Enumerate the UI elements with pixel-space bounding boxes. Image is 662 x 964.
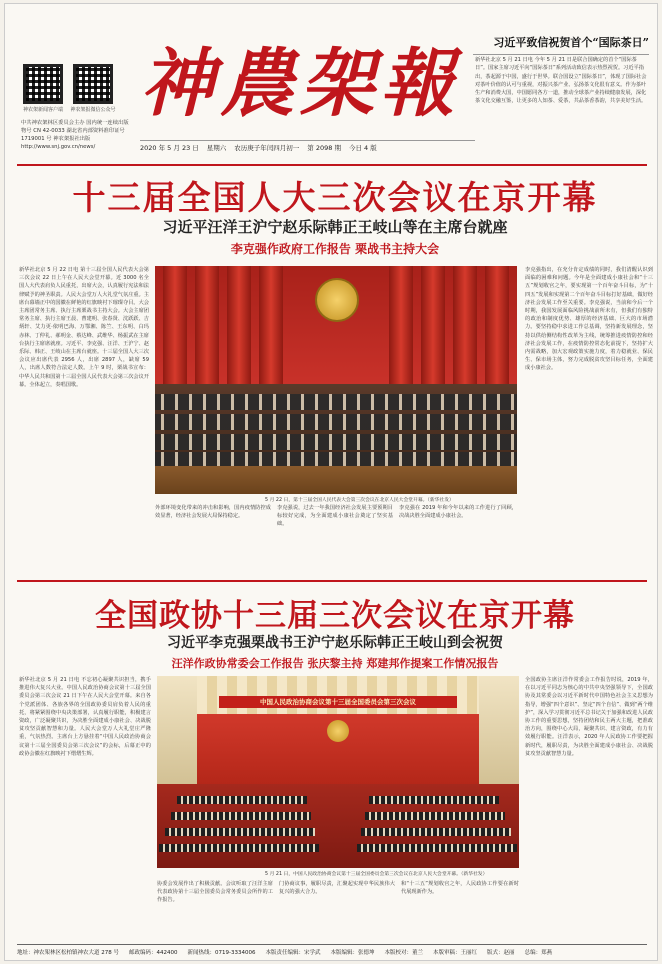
footer-reviewer: 本版审稿：王丽红 <box>433 950 478 956</box>
story1-photo[interactable] <box>155 266 517 494</box>
qr-right-caption: 神农架报微信公众号 <box>70 107 116 113</box>
story1-kicker: 李克强作政府工作报告 栗战书主持大会 <box>230 242 440 256</box>
masthead-divider <box>17 164 647 166</box>
story1-headline[interactable]: 十三届全国人大三次会议在京开幕 <box>72 178 598 217</box>
footer-postcode: 邮政编码：442400 <box>129 950 178 956</box>
story2-column-mid-a: 协委会发展作出了积极贡献。会议听取了汪洋主席代表政协第十三届全国委员会常务委员会所作的工作报告。 <box>157 881 273 904</box>
publisher-info: 中共神农架林区委员会主办 国内统一连续出版物号 CN 42-0033 湖北省内部资料准印证号 1719001 号 神农架报社出版 http://www.snj.gov.cn/news/ <box>21 120 129 150</box>
issue-number: 第 2098 期 <box>307 144 341 152</box>
top-right-body: 新华社北京 5 月 21 日电 今年 5 月 21 日是联合国确定的首个“国际茶日”。国家主席习近平向“国际茶日”系列活动致信表示热烈祝贺。习近平指出，茶起源于中国，盛行于世界。联合国设立“国际茶日”，体现了国际社会对茶叶价值的认可与重视，对振兴茶产业、弘扬茶文化很有意义。作为茶叶生产和消费大国，中国愿同各方一道，推动全球茶产业持续健康发展，深化茶文化交融互鉴，让更多的人知茶、爱茶，共品茶香茶韵，共享美好生活。 <box>475 57 647 105</box>
story1-column-mid-a: 外部环境变化带来的冲击和影响，国内疫情防控成效显著，经济社会发展大局保持稳定。 <box>155 505 271 520</box>
story2-photo-caption: 5 月 21 日，中国人民政治协商会议第十三届全国委员会第三次会议在北京人民大会堂开幕。（新华社发） <box>265 872 488 877</box>
footer-address: 地址：神农架林区松柏镇神农大道 278 号 <box>17 950 119 956</box>
story1-column-left: 新华社北京 5 月 22 日电 第十三届全国人民代表大会第三次会议 22 日上午在人民大会堂开幕。近 3000 名全国人大代表肩负人民重托，出席大会，认真履行宪法和法律赋予的神圣职责。人民大会堂万人大礼堂气氛庄重。主席台幕墙正中的国徽在鲜艳的红旗映衬下璀璨夺目。大会主席团常务主席、执行主席栗战书主持大会。大会主席团常务主席、执行主席王晨、曹建明、张春贤、沈跃跃、吉炳轩、艾力更·依明巴海、万鄂湘、陈竺、王东明、白玛赤林、丁仲礼、郝明金、蔡达峰、武维华、杨振武在主席台执行主席席就座。习近平、李克强、汪洋、王沪宁、赵乐际、韩正、王岐山在主席台就座。十三届全国人大三次会议应出席代表 2956 人，出席 2897 人，缺席 59 人，出席人数符合法定人数。上午 9 时，栗战书宣布：中华人民共和国第十三届全国人民代表大会第三次会议开幕。全体起立，奏唱国歌。 <box>19 267 149 388</box>
story2-column-left: 新华社北京 5 月 21 日电 不忘初心凝聚共识担当，携手推进伟大复兴大业。中国人民政治协商会议第十三届全国委员会第三次会议 21 日下午在人民大会堂开幕。来自各个党派团体、各族各界的全国政协委员肩负着人民的重托，将紧紧围绕中央决策部署，认真履行职能，积极建言资政，广泛凝聚共识，为决胜全面建成小康社会、决战脱贫攻坚贡献智慧和力量。人民大会堂万人大礼堂庄严隆重，气氛热烈。主席台上方悬挂着“中国人民政治协商会议第十三届全国委员会第三次会议”的会标，后幕正中的政协会徽在红旗映衬下熠熠生辉。 <box>19 677 151 757</box>
dateline <box>140 140 475 152</box>
story2-photo[interactable] <box>157 676 519 868</box>
qr-left-caption: 神农架新闻客户端 <box>22 107 63 113</box>
story1-column-mid-b: 李克强说，过去一年我国经济社会发展主要预期目标较好完成，为全面建成小康社会奠定了坚实基础。 <box>277 505 393 528</box>
story1-subhead: 习近平汪洋王沪宁赵乐际韩正王岐山等在主席台就座 <box>162 218 508 236</box>
story1-photo-caption: 5 月 22 日，第十三届全国人民代表大会第三次会议在北京人民大会堂开幕。（新华社发） <box>265 498 454 503</box>
story2-column-right: 全国政协主席汪洋作常委会工作报告时说，2019 年，在以习近平同志为核心的中共中央坚强领导下，全国政协及其常委会以习近平新时代中国特色社会主义思想为指导，增强“四个意识”、坚定“四个自信”、做到“两个维护”，深入学习贯彻习近平总书记关于加强和改进人民政协工作的重要思想，坚持团结和民主两大主题，把准政治方向，围绕中心大局，凝聚共识、建言资政，有力有效履行职能。汪洋表示，2020 年人民政协工作要把握新时代，履职尽责，为决胜全面建成小康社会、决战脱贫攻坚贡献智慧力量。 <box>525 677 653 757</box>
story2-column-mid-b: 门协商议事，履职尽责，汇聚起实现中华民族伟大复兴的强大合力。 <box>279 881 395 896</box>
national-emblem-icon <box>315 278 359 322</box>
footer-hotline: 新闻热线：0719-3334006 <box>187 950 256 956</box>
qr-code-right-icon <box>73 64 113 104</box>
weekday: 星期六 <box>206 144 227 152</box>
story2-headline[interactable]: 全国政协十三届三次会议在京开幕 <box>95 598 575 634</box>
story2-subhead: 习近平李克强栗战书王沪宁赵乐际韩正王岐山到会祝贺 <box>167 635 503 651</box>
page-count: 今日 4 版 <box>348 144 377 152</box>
date: 2020 年 5 月 23 日 <box>140 144 199 152</box>
conference-banner: 中国人民政治协商会议第十三届全国委员会第三次会议 <box>219 696 457 708</box>
section-divider <box>17 580 647 582</box>
page-footer <box>17 944 647 956</box>
story2-column-mid-c: 和“十三五”规划收官之年，人民政协工作要在新时代展现新作为。 <box>401 881 519 896</box>
footer-chief-editor: 本版编辑：张德坤 <box>330 950 375 956</box>
top-right-headline[interactable]: 习近平致信祝贺首个“国际茶日” <box>473 34 649 55</box>
masthead-logo: 神農架報 <box>140 41 460 127</box>
story1-column-mid-c: 李克强在 2019 年和今年以来的工作进行了回顾，决战决胜全面建成小康社会。 <box>399 505 517 520</box>
footer-proof: 本版校对：董兰 <box>384 950 424 956</box>
lunar-date: 农历庚子年闰四月初一 <box>234 144 300 152</box>
newspaper-page <box>4 3 658 961</box>
footer-editor-dept: 本版责任编辑：宋学武 <box>265 950 321 956</box>
cppcc-emblem-icon <box>327 720 349 742</box>
footer-layout: 版式：赵丽 <box>487 950 515 956</box>
footer-publisher: 总编：郑燕 <box>524 950 553 956</box>
qr-code-left-icon <box>23 64 63 104</box>
story1-column-right: 李克强指出，在充分肯定成绩的同时，我们清醒认识到面临的困难和问题。今年是全面建成小康社会和“十三五”规划收官之年，要实现第一个百年奋斗目标，为“十四五”发展和实现第二个百年奋斗目标打好基础，做好经济社会发展工作至关重要。李克强说，当前和今后一个时期，我国发展面临风险挑战前所未有，但我们有独特的政治和制度优势、雄厚的经济基础、巨大的市场潜力。要坚持稳中求进工作总基调，坚持新发展理念，坚持以供给侧结构性改革为主线，统筹推进疫情防控和经济社会发展工作，在疫情防控常态化前提下，坚持扩大内需战略，加大宏观政策实施力度，着力稳就业、保民生、保市场主体，努力完成脱贫攻坚目标任务，全面建成小康社会。 <box>525 267 653 372</box>
story2-kicker: 汪洋作政协常委会工作报告 张庆黎主持 郑建邦作提案工作情况报告 <box>171 657 499 670</box>
